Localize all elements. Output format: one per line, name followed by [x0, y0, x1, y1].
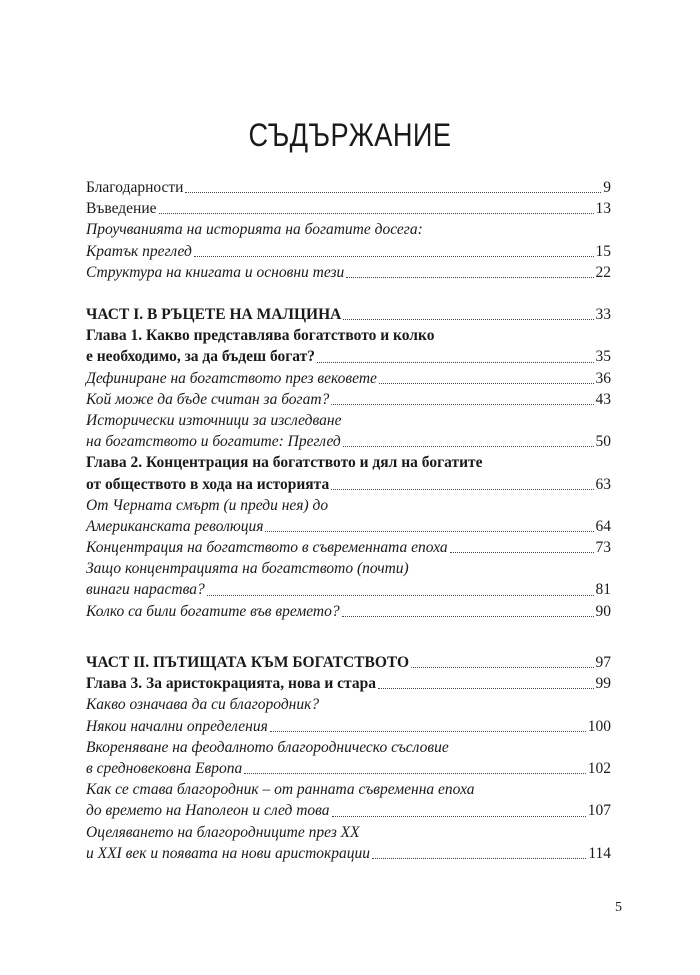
- toc-entry-line: [86, 304, 611, 325]
- toc-entry-line: [86, 558, 611, 579]
- toc-page-number: 36: [595, 369, 611, 387]
- dot-leader: [270, 730, 586, 732]
- toc-entry-title: От Черната смърт (и преди нея) до: [86, 496, 329, 514]
- dot-leader: [331, 488, 593, 490]
- toc-entry-title: ЧАСТ II. ПЪТИЩАТА КЪМ БОГАТСТВОТО: [86, 654, 410, 671]
- toc-entry-title: Проучванията на историята на богатите досега:: [86, 221, 423, 239]
- dot-leader: [331, 403, 593, 405]
- toc-entry-title: Оцеляването на благородниците през XX: [86, 823, 360, 841]
- toc-entry-title: от обществото в хода на историята: [86, 475, 330, 493]
- toc-entry-line: [86, 177, 611, 198]
- toc-entry-line: [86, 800, 611, 821]
- toc-entry-line: [86, 410, 611, 431]
- toc-entry-title: Глава 3. За аристокрацията, нова и стара: [86, 675, 376, 693]
- toc-page-number: 35: [595, 348, 611, 366]
- toc-group-part-2: [86, 652, 611, 864]
- toc-page-number: 15: [595, 242, 611, 260]
- toc-entry-line: [86, 601, 611, 622]
- toc-group-front-matter: [86, 177, 611, 283]
- toc-page-number: 97: [595, 654, 611, 671]
- toc-entry-line: [86, 198, 611, 219]
- dot-leader: [343, 318, 593, 320]
- page-number: 5: [615, 900, 622, 915]
- dot-leader: [450, 551, 594, 553]
- dot-leader: [372, 857, 586, 859]
- toc-entry-line: [86, 737, 611, 758]
- toc-page-number: 13: [595, 200, 611, 218]
- toc-entry-title: Какво означава да си благородник?: [86, 696, 320, 714]
- toc-page-number: 99: [595, 675, 611, 693]
- toc-page-number: 64: [595, 517, 611, 535]
- toc-entry-line: [86, 474, 611, 495]
- dot-leader: [343, 445, 594, 447]
- dot-leader: [244, 772, 585, 774]
- toc-entry-title: Някои начални определения: [86, 717, 268, 735]
- toc-page-number: 107: [587, 802, 611, 820]
- toc-group-part-1: [86, 304, 611, 622]
- toc-entry-title: в средновековна Европа: [86, 759, 243, 777]
- dot-leader: [411, 666, 593, 668]
- toc-entry-title: Благодарности: [86, 179, 184, 196]
- dot-leader: [265, 530, 593, 532]
- toc-entry-title: Американската революция: [86, 517, 264, 535]
- toc-entry-title: Исторически източници за изследване: [86, 411, 342, 429]
- dot-leader: [342, 615, 594, 617]
- toc-entry-line: [86, 843, 611, 864]
- toc-entry-line: [86, 389, 611, 410]
- dot-leader: [185, 191, 601, 193]
- toc-entry-title: Защо концентрацията на богатството (почти): [86, 560, 409, 578]
- dot-leader: [379, 382, 594, 384]
- toc-entry-line: [86, 325, 611, 346]
- toc-entry-title: Кой може да бъде считан за богат?: [86, 390, 330, 408]
- toc-entry-line: [86, 241, 611, 262]
- toc-entry-title: Структура на книгата и основни тези: [86, 263, 345, 281]
- toc-entry-title: Как се става благородник – от ранната съвременна епоха: [86, 781, 475, 799]
- toc-entry-title: Дефиниране на богатството през вековете: [86, 369, 377, 387]
- toc-page-number: 90: [595, 602, 611, 620]
- dot-leader: [207, 594, 594, 596]
- page-title: СЪДЪРЖАНИЕ: [248, 117, 452, 154]
- toc-entry-title: до времето на Наполеон и след това: [86, 802, 330, 820]
- toc-entry-title: Въведение: [86, 200, 157, 218]
- toc-entry-line: [86, 516, 611, 537]
- toc-entry-line: [86, 652, 611, 673]
- toc-page-number: 114: [588, 844, 611, 862]
- dot-leader: [194, 255, 594, 257]
- toc-page-number: 102: [587, 759, 611, 777]
- toc-entry-line: [86, 219, 611, 240]
- toc-entry-line: [86, 758, 611, 779]
- dot-leader: [317, 361, 593, 363]
- toc-entry-title: Глава 2. Концентрация на богатството и дял на богатите: [86, 454, 483, 472]
- toc-page-number: 33: [595, 306, 611, 323]
- toc-entry-title: и XXI век и появата на нови аристокрации: [86, 844, 371, 862]
- toc-entry-line: [86, 779, 611, 800]
- toc-entry-title: винаги нараства?: [86, 581, 205, 599]
- toc-entry-title: Колко са били богатите във времето?: [86, 602, 340, 620]
- toc-entry-line: [86, 694, 611, 715]
- toc-entry-title: Концентрация на богатството в съвременната епоха: [86, 539, 448, 557]
- toc-entry-line: [86, 452, 611, 473]
- toc-page-number: 100: [587, 717, 611, 735]
- toc-entry-line: [86, 537, 611, 558]
- toc-entry-title: е необходимо, за да бъдеш богат?: [86, 348, 316, 366]
- toc-page-number: 9: [603, 179, 611, 196]
- dot-leader: [332, 815, 586, 817]
- toc-entry-line: [86, 495, 611, 516]
- toc-entry-title: Кратък преглед: [86, 242, 192, 260]
- toc-entry-title: Вкореняване на феодалното благородническо съсловие: [86, 738, 449, 756]
- toc-entry-line: [86, 579, 611, 600]
- toc-entry-line: [86, 346, 611, 367]
- toc-page-number: 81: [595, 581, 611, 599]
- toc-entry-line: [86, 716, 611, 737]
- toc-entry-title: ЧАСТ I. В РЪЦЕТЕ НА МАЛЦИНА: [86, 306, 342, 323]
- toc-entry-line: [86, 262, 611, 283]
- toc-entry-title: на богатството и богатите: Преглед: [86, 433, 341, 451]
- toc-page-number: 43: [595, 390, 611, 408]
- toc-page-number: 73: [595, 539, 611, 557]
- toc-entry-title: Глава 1. Какво представлява богатството и колко: [86, 327, 435, 345]
- toc-entry-line: [86, 822, 611, 843]
- toc-page-number: 22: [595, 263, 611, 281]
- toc-entry-line: [86, 673, 611, 694]
- toc-page-number: 63: [595, 475, 611, 493]
- dot-leader: [378, 687, 594, 689]
- dot-leader: [346, 276, 593, 278]
- toc-entry-line: [86, 431, 611, 452]
- dot-leader: [159, 212, 594, 214]
- toc-page-number: 50: [595, 433, 611, 451]
- toc-entry-line: [86, 368, 611, 389]
